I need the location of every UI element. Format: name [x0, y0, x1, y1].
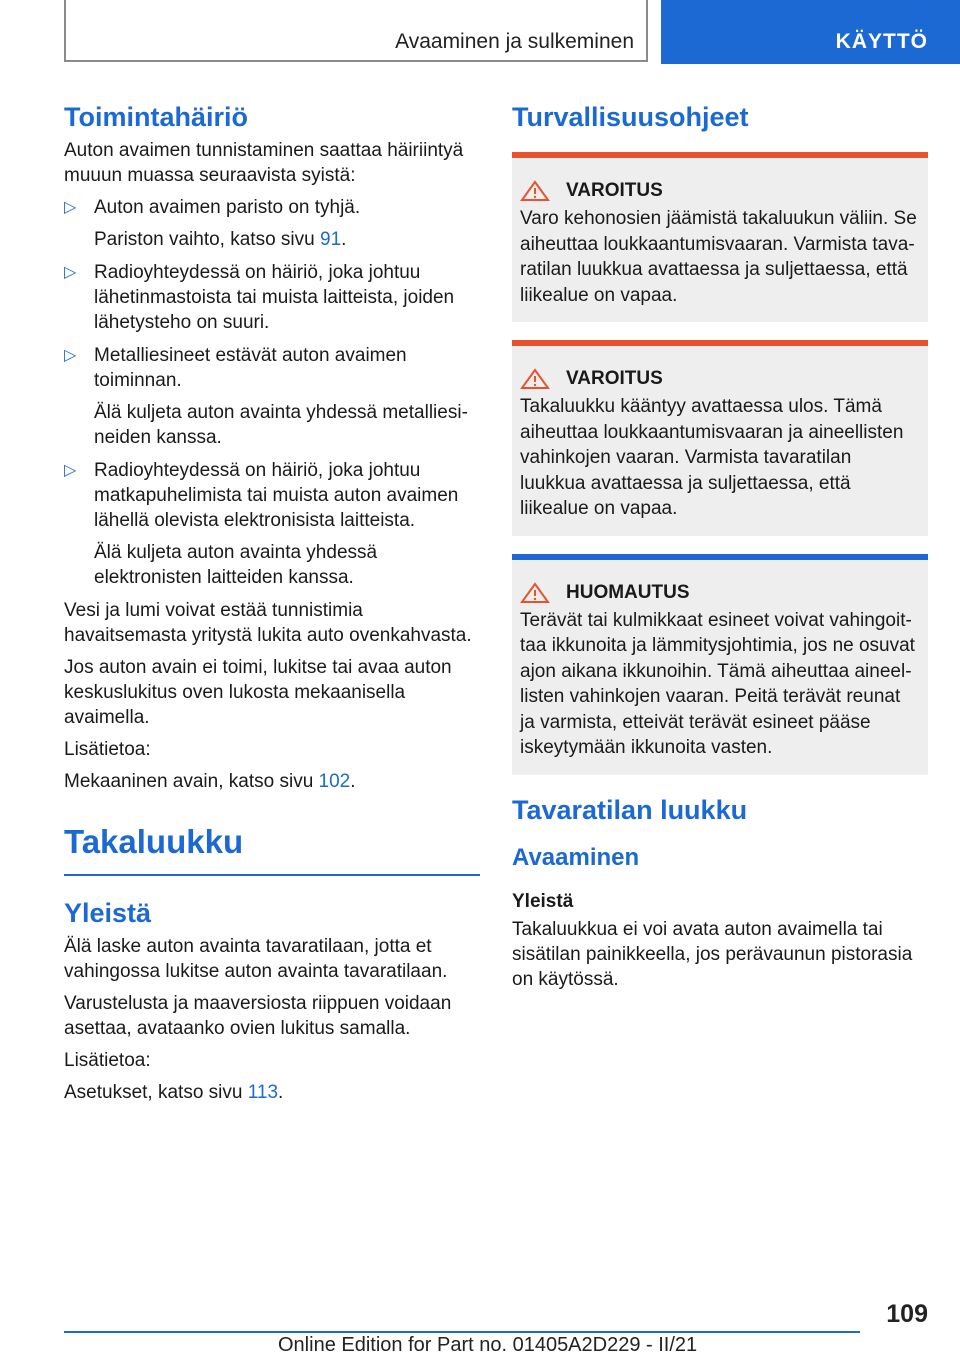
malfunction-intro: Auton avaimen tunnistaminen saattaa häiriintyä muuun muassa seuraavista syistä:: [64, 140, 464, 186]
right-column: [512, 100, 928, 999]
tailgate-para-key: Älä laske auton avainta tavaratilaan, jotta et vahingossa lukitse auton avainta tavaratilaan.: [64, 936, 448, 982]
header-chapter-box: [64, 0, 648, 62]
page-link-91[interactable]: 91: [320, 229, 342, 250]
footer-divider: [64, 1331, 860, 1333]
page-link-102[interactable]: 102: [318, 771, 351, 792]
list-item-subtext: Älä kuljeta auton avainta yhdessä metalliesineiden kanssa.: [94, 402, 468, 448]
tailgate-heading: Takaluukku: [64, 820, 480, 876]
warning-box: [512, 152, 928, 322]
more-info-text: Mekaaninen avain, katso sivu: [64, 771, 319, 792]
tailgate-para-equipment: Varustelusta ja maaversiosta riippuen voidaan asettaa, avataanko ovien lukitus samalla.: [64, 993, 452, 1039]
triangle-bullet-icon: ▷: [64, 199, 77, 216]
opening-heading: Avaaminen: [512, 843, 640, 871]
notice-text: Terävät tai kulmikkaat esineet voivat vahingoittaa ikkunoita ja lämmitysjohtimia, jos ne osuvat ajon aikana ikkunoihin. Tämä aiheuttaa aineellisten vahinkojen vaaran. Peitä terävät reunat ja varmista, etteivät terävät esineet pääse iskeytymään ikkunoita vasten.: [520, 609, 915, 758]
warning-text: Varo kehonosien jäämistä takaluukun väliin. Se aiheuttaa loukkaantumisvaaran. Varmista tavaratilan luukkua avattaessa ja suljettaessa, että liikealue on vapaa.: [520, 208, 917, 306]
warning-label: VAROITUS: [566, 180, 663, 201]
list-item-subtext: Älä kuljeta auton avainta yhdessä elektronisten laitteiden kanssa.: [94, 542, 378, 588]
page-link-113[interactable]: 113: [247, 1082, 279, 1103]
list-item: [64, 343, 480, 450]
notice-triangle-icon: [520, 582, 550, 604]
tailgate-general-heading: Yleistä: [64, 898, 152, 928]
subtext-suffix: .: [341, 229, 347, 250]
warning-header: [520, 368, 918, 390]
list-item: [64, 260, 480, 335]
list-item-text: Auton avaimen paristo on tyhjä.: [94, 197, 361, 218]
malfunction-para-water: Vesi ja lumi voivat estää tunnistimia havaitsemasta yritystä lukita auto ovenkahvasta.: [64, 600, 472, 646]
left-column: [64, 100, 480, 1112]
triangle-bullet-icon: ▷: [64, 347, 77, 364]
header-section-tab: [661, 0, 960, 64]
warning-box: [512, 340, 928, 536]
chapter-title: Avaaminen ja sulkeminen: [395, 30, 634, 53]
more-info-end: .: [350, 771, 356, 792]
notice-header: [520, 582, 918, 604]
safety-heading: Turvallisuusohjeet: [512, 102, 749, 132]
malfunction-list: [64, 195, 480, 590]
trunk-heading: Tavaratilan luukku: [512, 794, 748, 825]
more-info-line: [64, 1080, 480, 1105]
list-item-text: Radioyhteydessä on häiriö, joka johtuu lähetinmastoista tai muista laitteista, joiden lähetysteho on suuri.: [94, 262, 455, 333]
list-item-text: Radioyhteydessä on häiriö, joka johtuu matkapuhelimista tai muista auton avaimen lähellä olevista elektronisista laitteista.: [94, 460, 459, 531]
warning-label: VAROITUS: [566, 368, 663, 389]
more-info-label: Lisätietoa:: [64, 1050, 151, 1071]
subtext-prefix: Pariston vaihto, katso sivu: [94, 229, 320, 250]
list-item: [64, 195, 480, 252]
trunk-general-text: Takaluukkua ei voi avata auton avaimella tai sisätilan painikkeella, jos perävaunun pistorasia on käytössä.: [512, 918, 913, 990]
warning-triangle-icon: [520, 368, 550, 390]
triangle-bullet-icon: ▷: [64, 264, 77, 281]
triangle-bullet-icon: ▷: [64, 462, 77, 479]
more-info-end: .: [278, 1082, 284, 1103]
malfunction-heading: Toimintahäiriö: [64, 102, 249, 132]
list-item-text: Metalliesineet estävät auton avaimen toiminnan.: [94, 345, 407, 391]
general-subheading: Yleistä: [512, 890, 574, 912]
warning-header: [520, 180, 918, 202]
more-info-label: Lisätietoa:: [64, 739, 151, 760]
list-item-subtext: [94, 227, 480, 252]
warning-triangle-icon: [520, 180, 550, 202]
malfunction-para-mechanical: Jos auton avain ei toimi, lukitse tai avaa auton keskuslukitus oven lukosta mekaanisella avaimella.: [64, 657, 452, 728]
notice-label: HUOMAUTUS: [566, 581, 690, 603]
more-info-text: Asetukset, katso sivu: [64, 1082, 248, 1103]
section-title: KÄYTTÖ: [835, 30, 928, 53]
warning-text: Takaluukku kääntyy avattaessa ulos. Tämä aiheuttaa loukkaantumisvaaran ja aineellisten vahinkojen vaaran. Varmista tavaratilan luukkua avattaessa ja suljettaessa, että liikealue on vapaa.: [520, 396, 904, 519]
page-number: 109: [886, 1300, 928, 1328]
more-info-line: [64, 769, 480, 794]
edition-text: Online Edition for Part no. 01405A2D229 - II/21: [278, 1334, 698, 1356]
notice-box: [512, 554, 928, 775]
list-item: [64, 458, 480, 590]
